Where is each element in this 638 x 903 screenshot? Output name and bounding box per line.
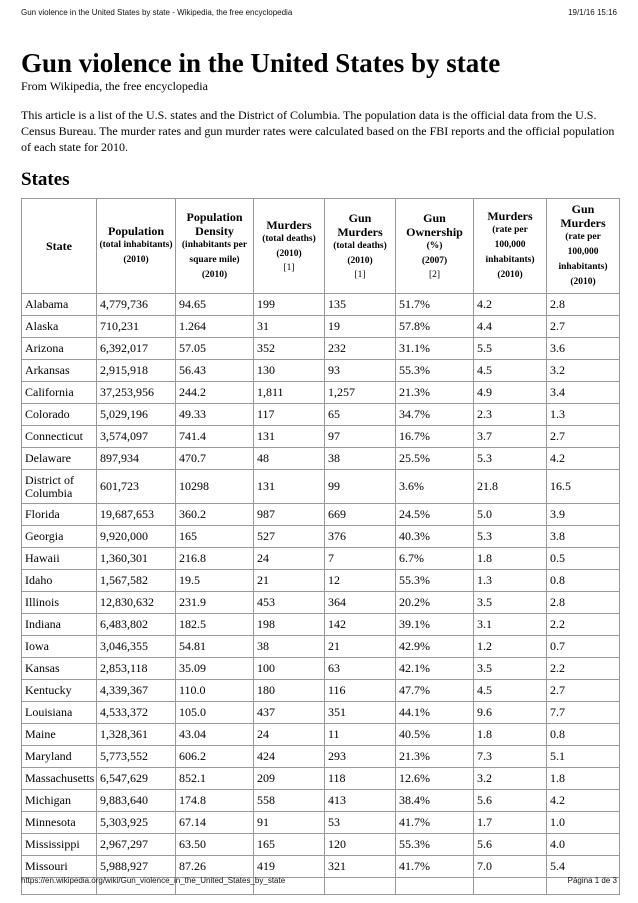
table-cell: 5.6 bbox=[474, 834, 547, 856]
table-row bbox=[22, 680, 620, 702]
table-cell: 244.2 bbox=[176, 382, 254, 404]
table-cell: 130 bbox=[254, 360, 325, 382]
table-cell: 1.2 bbox=[474, 636, 547, 658]
table-cell: 5.0 bbox=[474, 504, 547, 526]
article-source: From Wikipedia, the free encyclopedia bbox=[21, 79, 208, 93]
column-header-subtitle: (inhabitants per square mile) bbox=[181, 239, 248, 265]
table-cell: 35.09 bbox=[176, 658, 254, 680]
state-name-cell[interactable]: Minnesota bbox=[22, 812, 97, 834]
column-header-subtitle: (2010) bbox=[347, 256, 373, 266]
table-cell: 1.264 bbox=[176, 316, 254, 338]
table-cell: 4.5 bbox=[474, 360, 547, 382]
table-cell: 11 bbox=[325, 724, 396, 746]
table-cell: 135 bbox=[325, 294, 396, 316]
table-cell: 669 bbox=[325, 504, 396, 526]
state-name-cell[interactable]: Massachusetts bbox=[22, 768, 97, 790]
table-cell: 351 bbox=[325, 702, 396, 724]
table-cell: 31 bbox=[254, 316, 325, 338]
table-cell: 51.7% bbox=[396, 294, 474, 316]
table-cell: 21 bbox=[325, 636, 396, 658]
table-cell: 3.4 bbox=[547, 382, 620, 404]
table-cell: 2.8 bbox=[547, 592, 620, 614]
column-header-subtitle: (rate per 100,000 inhabitants) bbox=[558, 232, 608, 272]
table-cell: 1,360,301 bbox=[97, 548, 176, 570]
table-cell: 897,934 bbox=[97, 448, 176, 470]
table-cell: 3.9 bbox=[547, 504, 620, 526]
article bbox=[21, 36, 619, 895]
table-cell: 131 bbox=[254, 470, 325, 504]
table-cell: 3.5 bbox=[474, 658, 547, 680]
print-page-title: Gun violence in the United States by state - Wikipedia, the free encyclopedia bbox=[21, 8, 293, 17]
section-title-states: States bbox=[21, 169, 70, 190]
table-cell: 54.81 bbox=[176, 636, 254, 658]
print-timestamp: 19/1/16 15:16 bbox=[568, 8, 617, 17]
table-cell: 3.2 bbox=[547, 360, 620, 382]
table-row bbox=[22, 504, 620, 526]
table-cell: 24 bbox=[254, 548, 325, 570]
table-cell: 57.8% bbox=[396, 316, 474, 338]
state-name-cell[interactable]: Hawaii bbox=[22, 548, 97, 570]
table-cell: 0.8 bbox=[547, 570, 620, 592]
column-header[interactable] bbox=[97, 199, 176, 294]
table-cell: 741.4 bbox=[176, 426, 254, 448]
table-cell: 41.7% bbox=[396, 812, 474, 834]
table-cell: 606.2 bbox=[176, 746, 254, 768]
table-cell: 93 bbox=[325, 360, 396, 382]
table-cell: 2.2 bbox=[547, 658, 620, 680]
table-cell: 6,547,629 bbox=[97, 768, 176, 790]
print-page-number: Página 1 de 3 bbox=[567, 876, 617, 885]
table-cell: 1,567,582 bbox=[97, 570, 176, 592]
table-cell: 5.4 bbox=[547, 856, 620, 878]
state-name-cell[interactable]: Maine bbox=[22, 724, 97, 746]
table-cell: 7.3 bbox=[474, 746, 547, 768]
table-cell: 419 bbox=[254, 856, 325, 878]
table-cell: 41.7% bbox=[396, 856, 474, 878]
table-cell: 165 bbox=[176, 526, 254, 548]
print-url[interactable]: https://en.wikipedia.org/wiki/Gun_violence_in_the_United_States_by_state bbox=[21, 876, 286, 885]
column-header-subtitle: (2007) bbox=[421, 256, 448, 266]
column-header-subtitle: (2010) bbox=[497, 270, 523, 280]
table-cell: 5,029,196 bbox=[97, 404, 176, 426]
table-row bbox=[22, 746, 620, 768]
reference-link[interactable]: [1] bbox=[283, 263, 295, 273]
state-name-cell[interactable]: California bbox=[22, 382, 97, 404]
page-title: Gun violence in the United States by state bbox=[21, 48, 501, 78]
table-cell: 39.1% bbox=[396, 614, 474, 636]
table-cell: 3.8 bbox=[547, 526, 620, 548]
table-cell: 19,687,653 bbox=[97, 504, 176, 526]
table-cell: 55.3% bbox=[396, 570, 474, 592]
table-cell: 49.33 bbox=[176, 404, 254, 426]
table-cell: 42.1% bbox=[396, 658, 474, 680]
table-cell: 99 bbox=[325, 470, 396, 504]
table-cell: 44.1% bbox=[396, 702, 474, 724]
state-name-cell[interactable]: Indiana bbox=[22, 614, 97, 636]
table-cell: 180 bbox=[254, 680, 325, 702]
table-cell: 16.7% bbox=[396, 426, 474, 448]
table-cell: 987 bbox=[254, 504, 325, 526]
column-header-title: Murders bbox=[487, 209, 533, 223]
table-cell: 21.3% bbox=[396, 382, 474, 404]
table-cell: 142 bbox=[325, 614, 396, 636]
table-cell: 9,920,000 bbox=[97, 526, 176, 548]
table-cell: 3.6% bbox=[396, 470, 474, 504]
table-cell: 413 bbox=[325, 790, 396, 812]
state-name-cell[interactable]: Illinois bbox=[22, 592, 97, 614]
table-cell: 57.05 bbox=[176, 338, 254, 360]
table-cell: 199 bbox=[254, 294, 325, 316]
table-cell: 2.8 bbox=[547, 294, 620, 316]
table-row bbox=[22, 570, 620, 592]
table-cell: 55.3% bbox=[396, 360, 474, 382]
column-header-subtitle: (rate per 100,000 inhabitants) bbox=[485, 225, 535, 265]
table-cell: 2.2 bbox=[547, 614, 620, 636]
state-name-cell[interactable]: Colorado bbox=[22, 404, 97, 426]
column-header-title: State bbox=[46, 239, 72, 253]
table-cell: 1.8 bbox=[547, 768, 620, 790]
column-header-title: Gun Ownership bbox=[406, 211, 463, 239]
table-cell: 5.1 bbox=[547, 746, 620, 768]
table-cell: 34.7% bbox=[396, 404, 474, 426]
table-row bbox=[22, 834, 620, 856]
table-cell: 48 bbox=[254, 448, 325, 470]
column-header-subtitle: (2010) bbox=[276, 249, 302, 259]
table-cell: 5,773,552 bbox=[97, 746, 176, 768]
table-cell: 231.9 bbox=[176, 592, 254, 614]
table-cell: 527 bbox=[254, 526, 325, 548]
table-row bbox=[22, 294, 620, 316]
table-cell: 24.5% bbox=[396, 504, 474, 526]
table-cell: 5.5 bbox=[474, 338, 547, 360]
table-cell: 424 bbox=[254, 746, 325, 768]
table-cell: 352 bbox=[254, 338, 325, 360]
table-cell: 1.8 bbox=[474, 724, 547, 746]
table-row bbox=[22, 382, 620, 404]
table-row bbox=[22, 702, 620, 724]
table-cell: 7.7 bbox=[547, 702, 620, 724]
table-cell: 3,046,355 bbox=[97, 636, 176, 658]
table-row bbox=[22, 360, 620, 382]
table-cell: 376 bbox=[325, 526, 396, 548]
table-cell: 7.0 bbox=[474, 856, 547, 878]
table-cell: 6.7% bbox=[396, 548, 474, 570]
column-header-subtitle: (total inhabitants) bbox=[99, 240, 173, 250]
table-cell: 20.2% bbox=[396, 592, 474, 614]
table-cell: 4,533,372 bbox=[97, 702, 176, 724]
table-cell: 12.6% bbox=[396, 768, 474, 790]
column-header-subtitle: (total deaths) bbox=[333, 241, 387, 251]
table-cell: 38 bbox=[325, 448, 396, 470]
table-cell: 5,303,925 bbox=[97, 812, 176, 834]
state-name-cell[interactable]: Louisiana bbox=[22, 702, 97, 724]
table-cell: 19 bbox=[325, 316, 396, 338]
column-header[interactable] bbox=[547, 199, 620, 294]
table-cell: 40.5% bbox=[396, 724, 474, 746]
table-row bbox=[22, 404, 620, 426]
table-cell: 53 bbox=[325, 812, 396, 834]
table-cell: 5,988,927 bbox=[97, 856, 176, 878]
table-cell: 100 bbox=[254, 658, 325, 680]
table-cell: 5.3 bbox=[474, 526, 547, 548]
table-cell: 182.5 bbox=[176, 614, 254, 636]
table-row bbox=[22, 614, 620, 636]
table-row bbox=[22, 316, 620, 338]
table-cell: 165 bbox=[254, 834, 325, 856]
table-cell: 3.7 bbox=[474, 426, 547, 448]
table-cell: 4,339,367 bbox=[97, 680, 176, 702]
table-cell: 65 bbox=[325, 404, 396, 426]
table-cell: 216.8 bbox=[176, 548, 254, 570]
column-header[interactable] bbox=[22, 199, 97, 294]
state-name-cell[interactable]: Idaho bbox=[22, 570, 97, 592]
column-header[interactable] bbox=[325, 199, 396, 294]
state-name-cell[interactable]: Delaware bbox=[22, 448, 97, 470]
table-cell: 19.5 bbox=[176, 570, 254, 592]
table-cell: 364 bbox=[325, 592, 396, 614]
column-header[interactable] bbox=[474, 199, 547, 294]
table-cell: 12 bbox=[325, 570, 396, 592]
table-row bbox=[22, 470, 620, 504]
state-name-cell[interactable]: Maryland bbox=[22, 746, 97, 768]
column-header-subtitle: (2010) bbox=[123, 255, 149, 265]
table-cell: 63.50 bbox=[176, 834, 254, 856]
table-cell: 3.1 bbox=[474, 614, 547, 636]
table-cell: 120 bbox=[325, 834, 396, 856]
table-row bbox=[22, 338, 620, 360]
table-row bbox=[22, 768, 620, 790]
table-cell: 4.0 bbox=[547, 834, 620, 856]
state-name-cell[interactable]: Connecticut bbox=[22, 426, 97, 448]
table-cell: 105.0 bbox=[176, 702, 254, 724]
table-cell: 40.3% bbox=[396, 526, 474, 548]
column-header-subtitle: (%) bbox=[426, 241, 443, 251]
table-cell: 6,392,017 bbox=[97, 338, 176, 360]
table-cell: 63 bbox=[325, 658, 396, 680]
table-cell: 67.14 bbox=[176, 812, 254, 834]
table-cell: 470.7 bbox=[176, 448, 254, 470]
article-intro: This article is a list of the U.S. states and the District of Columbia. The population data is the official data from the U.S. Census Bureau. The murder rates and gun murder rates were calculated based on the FBI reports and the official population of each state for 2010. bbox=[21, 108, 615, 154]
table-cell: 21 bbox=[254, 570, 325, 592]
table-cell: 4.9 bbox=[474, 382, 547, 404]
column-header-title: Population bbox=[107, 224, 164, 238]
column-header-title: Gun Murders bbox=[560, 202, 606, 230]
table-cell: 7 bbox=[325, 548, 396, 570]
table-cell: 9,883,640 bbox=[97, 790, 176, 812]
state-name-cell[interactable]: Florida bbox=[22, 504, 97, 526]
table-row bbox=[22, 724, 620, 746]
column-header-subtitle: (total deaths) bbox=[262, 234, 316, 244]
table-cell: 1.0 bbox=[547, 812, 620, 834]
table-row bbox=[22, 448, 620, 470]
table-cell: 110.0 bbox=[176, 680, 254, 702]
table-cell: 118 bbox=[325, 768, 396, 790]
table-cell: 0.7 bbox=[547, 636, 620, 658]
table-cell: 2.7 bbox=[547, 316, 620, 338]
table-cell: 21.3% bbox=[396, 746, 474, 768]
table-cell: 21.8 bbox=[474, 470, 547, 504]
table-header-row bbox=[22, 199, 620, 294]
table-cell: 198 bbox=[254, 614, 325, 636]
table-cell: 4,779,736 bbox=[97, 294, 176, 316]
column-header[interactable] bbox=[396, 199, 474, 294]
table-cell: 558 bbox=[254, 790, 325, 812]
table-cell: 5.3 bbox=[474, 448, 547, 470]
column-header-title: Gun Murders bbox=[337, 211, 383, 239]
state-name-cell[interactable]: Iowa bbox=[22, 636, 97, 658]
table-cell: 2.7 bbox=[547, 680, 620, 702]
column-header[interactable] bbox=[254, 199, 325, 294]
table-cell: 6,483,802 bbox=[97, 614, 176, 636]
state-name-cell[interactable]: Arkansas bbox=[22, 360, 97, 382]
table-cell: 47.7% bbox=[396, 680, 474, 702]
table-cell: 3,574,097 bbox=[97, 426, 176, 448]
state-name-cell[interactable]: Missouri bbox=[22, 856, 97, 878]
table-cell: 360.2 bbox=[176, 504, 254, 526]
table-cell: 116 bbox=[325, 680, 396, 702]
table-cell: 42.9% bbox=[396, 636, 474, 658]
table-cell: 131 bbox=[254, 426, 325, 448]
table-cell: 232 bbox=[325, 338, 396, 360]
table-cell: 4.4 bbox=[474, 316, 547, 338]
table-row bbox=[22, 592, 620, 614]
table-cell: 1.8 bbox=[474, 548, 547, 570]
reference-link[interactable]: [2] bbox=[428, 270, 441, 280]
table-cell: 0.8 bbox=[547, 724, 620, 746]
table-cell: 1,811 bbox=[254, 382, 325, 404]
table-cell: 710,231 bbox=[97, 316, 176, 338]
table-cell: 16.5 bbox=[547, 470, 620, 504]
table-cell: 174.8 bbox=[176, 790, 254, 812]
table-row bbox=[22, 426, 620, 448]
state-name-cell[interactable]: Kansas bbox=[22, 658, 97, 680]
table-cell: 4.5 bbox=[474, 680, 547, 702]
table-cell: 2.3 bbox=[474, 404, 547, 426]
state-name-cell[interactable]: Kentucky bbox=[22, 680, 97, 702]
table-cell: 55.3% bbox=[396, 834, 474, 856]
table-cell: 10298 bbox=[176, 470, 254, 504]
table-cell: 2,967,297 bbox=[97, 834, 176, 856]
print-header bbox=[21, 8, 617, 17]
table-cell: 1,328,361 bbox=[97, 724, 176, 746]
table-cell: 0.5 bbox=[547, 548, 620, 570]
table-cell: 43.04 bbox=[176, 724, 254, 746]
table-row bbox=[22, 856, 620, 878]
table-cell: 37,253,956 bbox=[97, 382, 176, 404]
table-cell: 5.6 bbox=[474, 790, 547, 812]
column-header-title: Murders bbox=[266, 218, 312, 232]
column-header-title: Population Density bbox=[186, 209, 243, 238]
print-footer bbox=[21, 876, 617, 885]
table-cell: 601,723 bbox=[97, 470, 176, 504]
table-cell: 3.5 bbox=[474, 592, 547, 614]
table-cell: 1.7 bbox=[474, 812, 547, 834]
states-table bbox=[21, 198, 620, 895]
table-cell: 1.3 bbox=[474, 570, 547, 592]
table-cell: 3.2 bbox=[474, 768, 547, 790]
table-cell: 2,915,918 bbox=[97, 360, 176, 382]
state-name-cell[interactable]: Georgia bbox=[22, 526, 97, 548]
table-cell: 1.3 bbox=[547, 404, 620, 426]
state-name-cell[interactable]: Alabama bbox=[22, 294, 97, 316]
table-cell: 4.2 bbox=[474, 294, 547, 316]
state-name-cell[interactable]: Arizona bbox=[22, 338, 97, 360]
table-cell: 12,830,632 bbox=[97, 592, 176, 614]
table-cell: 3.6 bbox=[547, 338, 620, 360]
reference-link[interactable]: [1] bbox=[354, 270, 366, 280]
table-cell: 31.1% bbox=[396, 338, 474, 360]
table-cell: 852.1 bbox=[176, 768, 254, 790]
table-cell: 209 bbox=[254, 768, 325, 790]
column-header-subtitle: (2010) bbox=[201, 269, 228, 280]
state-name-cell[interactable]: District of Columbia bbox=[22, 470, 97, 504]
table-row bbox=[22, 636, 620, 658]
state-name-cell[interactable]: Michigan bbox=[22, 790, 97, 812]
column-header-subtitle: (2010) bbox=[570, 277, 596, 287]
table-cell: 94.65 bbox=[176, 294, 254, 316]
table-cell: 117 bbox=[254, 404, 325, 426]
table-cell: 97 bbox=[325, 426, 396, 448]
table-cell: 25.5% bbox=[396, 448, 474, 470]
table-row bbox=[22, 812, 620, 834]
table-row bbox=[22, 658, 620, 680]
table-cell: 24 bbox=[254, 724, 325, 746]
column-header[interactable] bbox=[176, 199, 254, 294]
table-cell: 2.7 bbox=[547, 426, 620, 448]
table-cell: 437 bbox=[254, 702, 325, 724]
table-cell: 293 bbox=[325, 746, 396, 768]
table-row bbox=[22, 548, 620, 570]
table-cell: 4.2 bbox=[547, 448, 620, 470]
table-row bbox=[22, 790, 620, 812]
table-body bbox=[22, 294, 620, 895]
table-cell: 9.6 bbox=[474, 702, 547, 724]
state-name-cell[interactable]: Alaska bbox=[22, 316, 97, 338]
table-row bbox=[22, 526, 620, 548]
state-name-cell[interactable]: Mississippi bbox=[22, 834, 97, 856]
table-cell: 1,257 bbox=[325, 382, 396, 404]
table-cell: 87.26 bbox=[176, 856, 254, 878]
table-cell: 38 bbox=[254, 636, 325, 658]
table-cell: 38.4% bbox=[396, 790, 474, 812]
table-cell: 453 bbox=[254, 592, 325, 614]
table-cell: 4.2 bbox=[547, 790, 620, 812]
table-cell: 91 bbox=[254, 812, 325, 834]
table-cell: 2,853,118 bbox=[97, 658, 176, 680]
table-cell: 56.43 bbox=[176, 360, 254, 382]
table-cell: 321 bbox=[325, 856, 396, 878]
